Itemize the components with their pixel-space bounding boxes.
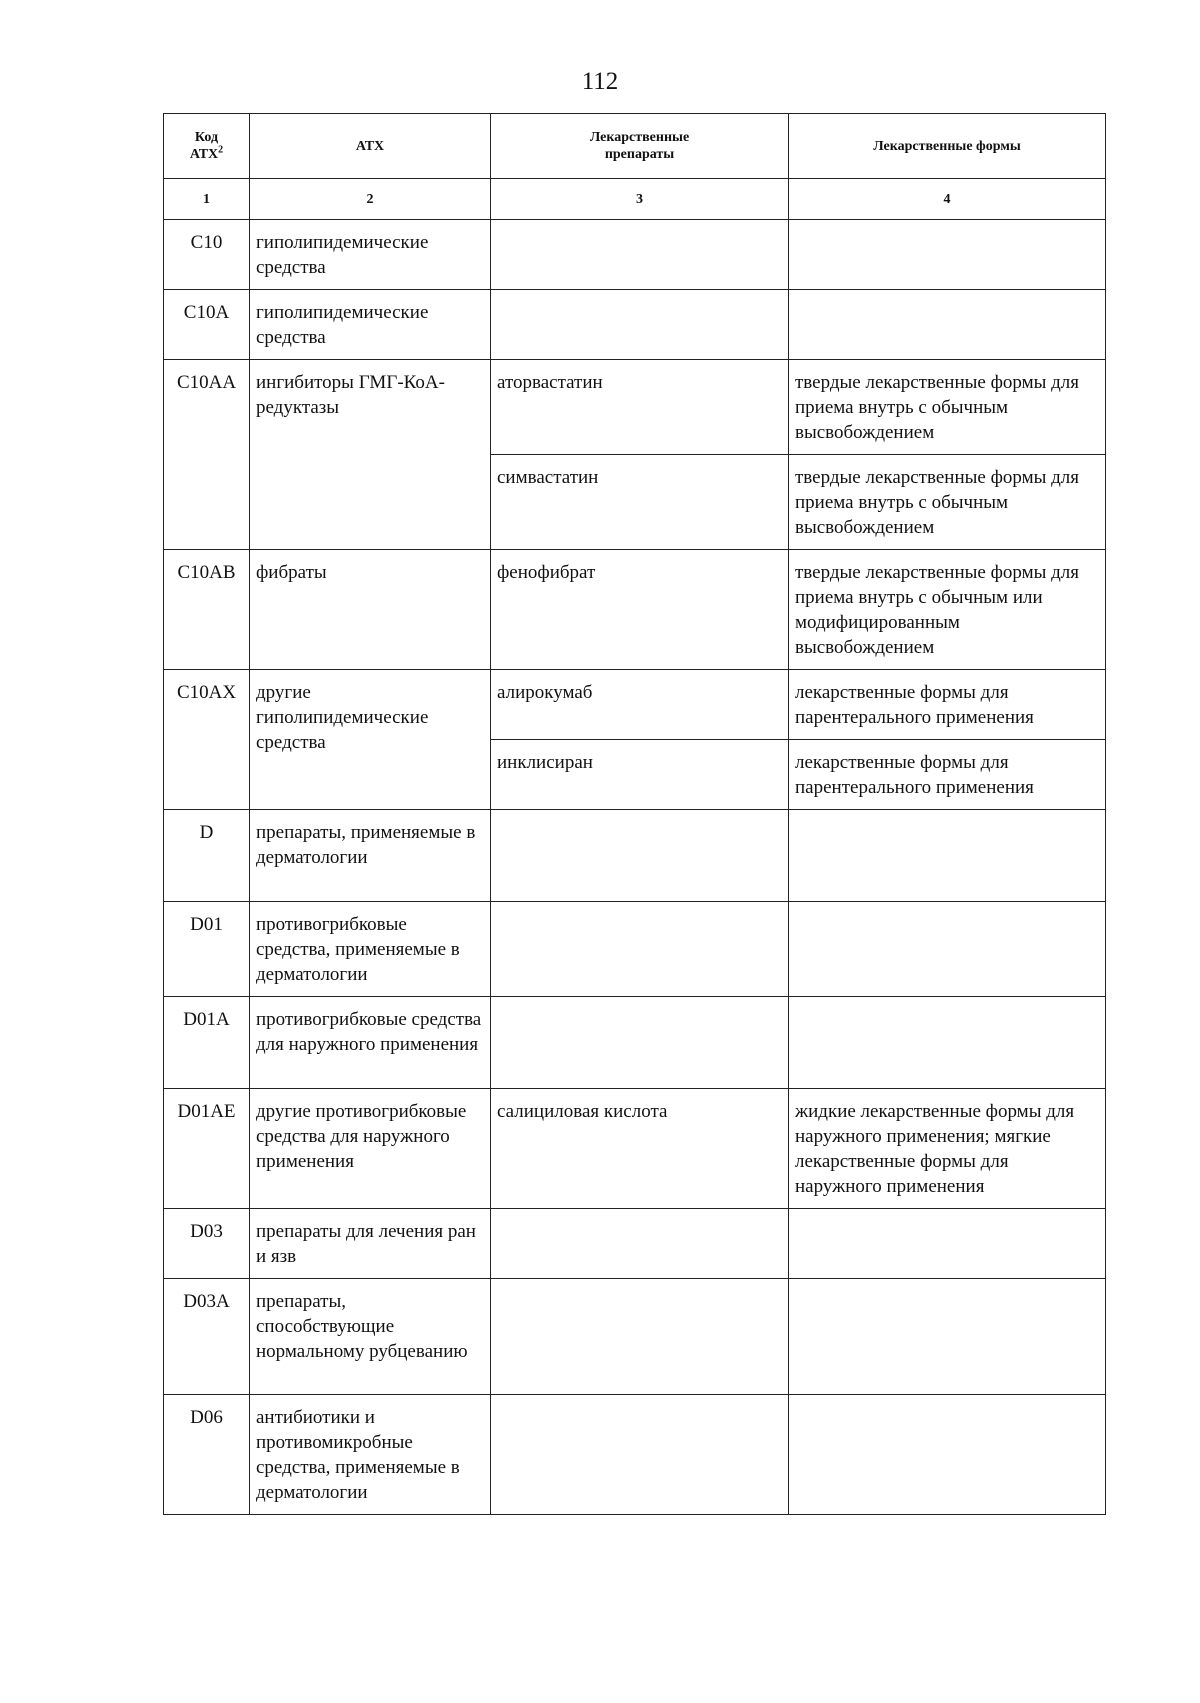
atc-name-cell: гиполипидемические средства — [250, 290, 491, 360]
atc-code-cell: D01A — [164, 997, 250, 1089]
dosage-form-cell — [789, 290, 1106, 360]
table-row — [164, 550, 1106, 670]
drug-cell: симвастатин — [491, 455, 789, 550]
atc-name-cell: препараты, применяемые в дерматологии — [250, 810, 491, 902]
atc-name-cell: противогрибковые средства, применяемые в дерматологии — [250, 902, 491, 997]
header-drugs: Лекарственные препараты — [491, 114, 789, 179]
dosage-form-cell: твердые лекарственные формы для приема внутрь с обычным высвобождением — [789, 360, 1106, 455]
drug-cell: фенофибрат — [491, 550, 789, 670]
table-row — [164, 360, 1106, 455]
dosage-form-cell — [789, 902, 1106, 997]
drug-cell — [491, 902, 789, 997]
table-row — [164, 290, 1106, 360]
table-row — [164, 220, 1106, 290]
header-atc-code: Код АТХ$^2$ — [164, 114, 250, 179]
drug-cell — [491, 1395, 789, 1515]
dosage-form-cell: твердые лекарственные формы для приема внутрь с обычным или модифицированным высвобождением — [789, 550, 1106, 670]
atc-name-cell: препараты, способствующие нормальному рубцеванию — [250, 1279, 491, 1395]
drug-cell: аторвастатин — [491, 360, 789, 455]
atc-name-cell: фибраты — [250, 550, 491, 670]
dosage-form-cell: лекарственные формы для парентерального применения — [789, 670, 1106, 740]
atc-code-cell: D — [164, 810, 250, 902]
column-number: 1 — [164, 179, 250, 220]
header-atc: АТХ — [250, 114, 491, 179]
atc-code-cell: C10A — [164, 290, 250, 360]
table-row — [164, 902, 1106, 997]
column-number-row — [164, 179, 1106, 220]
dosage-form-cell — [789, 1279, 1106, 1395]
atc-code-cell: C10 — [164, 220, 250, 290]
dosage-form-cell — [789, 810, 1106, 902]
atc-name-cell: другие противогрибковые средства для наружного применения — [250, 1089, 491, 1209]
dosage-form-cell: лекарственные формы для парентерального применения — [789, 740, 1106, 810]
atc-name-cell: другие гиполипидемические средства — [250, 670, 491, 810]
drug-cell — [491, 1209, 789, 1279]
table-row — [164, 997, 1106, 1089]
atc-code-cell: D03A — [164, 1279, 250, 1395]
atc-name-cell: антибиотики и противомикробные средства, применяемые в дерматологии — [250, 1395, 491, 1515]
column-number: 3 — [491, 179, 789, 220]
atc-code-cell: C10AB — [164, 550, 250, 670]
atc-code-cell: D01AE — [164, 1089, 250, 1209]
dosage-form-cell — [789, 997, 1106, 1089]
header-dosage-forms: Лекарственные формы — [789, 114, 1106, 179]
dosage-form-cell: жидкие лекарственные формы для наружного применения; мягкие лекарственные формы для наружного применения — [789, 1089, 1106, 1209]
table-row — [164, 1209, 1106, 1279]
drug-cell: инклисиран — [491, 740, 789, 810]
atc-code-cell: C10AX — [164, 670, 250, 810]
column-number: 4 — [789, 179, 1106, 220]
drug-cell — [491, 290, 789, 360]
atc-code-cell: D01 — [164, 902, 250, 997]
atc-name-cell: ингибиторы ГМГ-КоА-редуктазы — [250, 360, 491, 550]
drug-cell: салициловая кислота — [491, 1089, 789, 1209]
atc-code-cell: C10AA — [164, 360, 250, 550]
drug-cell: алирокумаб — [491, 670, 789, 740]
page-number: 112 — [581, 68, 619, 95]
table-row — [164, 1395, 1106, 1515]
column-number: 2 — [250, 179, 491, 220]
drug-cell — [491, 1279, 789, 1395]
dosage-form-cell — [789, 220, 1106, 290]
atc-name-cell: препараты для лечения ран и язв — [250, 1209, 491, 1279]
atc-code-cell: D06 — [164, 1395, 250, 1515]
table-row — [164, 1089, 1106, 1209]
table-row — [164, 1279, 1106, 1395]
atc-code-cell: D03 — [164, 1209, 250, 1279]
drug-cell — [491, 810, 789, 902]
drug-cell — [491, 997, 789, 1089]
table-row — [164, 810, 1106, 902]
dosage-form-cell — [789, 1395, 1106, 1515]
drug-cell — [491, 220, 789, 290]
dosage-form-cell: твердые лекарственные формы для приема внутрь с обычным высвобождением — [789, 455, 1106, 550]
table-row — [164, 670, 1106, 740]
atc-drug-table — [163, 113, 1106, 1515]
table-header-row — [164, 114, 1106, 179]
dosage-form-cell — [789, 1209, 1106, 1279]
atc-name-cell: противогрибковые средства для наружного применения — [250, 997, 491, 1089]
atc-name-cell: гиполипидемические средства — [250, 220, 491, 290]
